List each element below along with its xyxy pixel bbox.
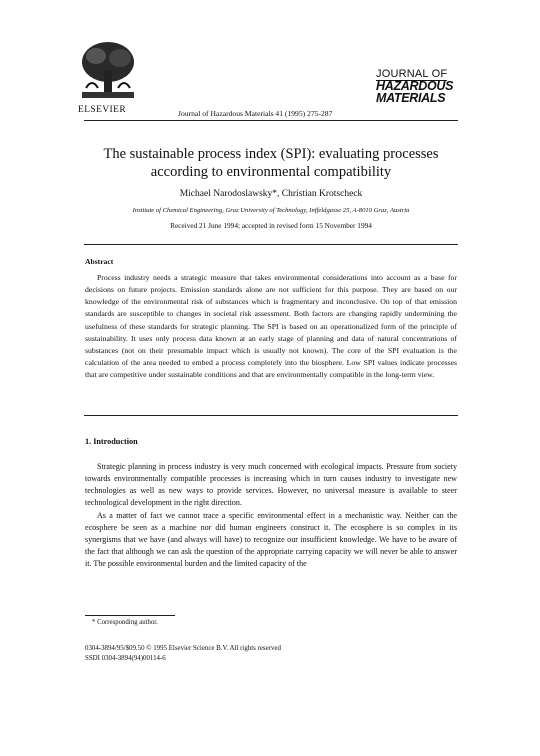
abstract-heading: Abstract — [85, 257, 114, 266]
copyright-line: 0304-3894/95/$09.50 © 1995 Elsevier Science B.V. All rights reserved — [85, 645, 281, 652]
article-title — [84, 145, 458, 181]
section-body — [85, 461, 457, 570]
journal-logo — [376, 66, 461, 104]
received-dates: Received 21 June 1994; accepted in revised form 15 November 1994 — [170, 221, 372, 230]
header-rule — [84, 120, 458, 121]
copyright-block — [85, 644, 281, 664]
elsevier-tree-logo-icon — [78, 38, 138, 104]
page-header — [78, 38, 458, 118]
journal-logo-line3: MATERIALS — [376, 90, 446, 105]
publisher-name: ELSEVIER — [78, 105, 127, 115]
section-heading: 1. Introduction — [85, 437, 138, 446]
journal-logo-line1: JOURNAL OF — [376, 68, 448, 80]
abstract-bottom-rule — [84, 415, 458, 416]
footnote: * Corresponding author. — [92, 619, 158, 626]
authors: Michael Narodoslawsky*, Christian Krotscheck — [179, 189, 363, 199]
paragraph: Strategic planning in process industry is very much concerned with ecological impacts. Pressure from society towards environmentally compatible processes is increasing which in turn causes industry to investigate new technologies as well as new ways to provide services. However, no universal measure is available to steer technological development in the right direction. — [85, 462, 457, 508]
abstract-text: Process industry needs a strategic measure that takes environmental considerations into account as a base for decisions on future projects. Emission standards alone are not sufficient for this purpose. They are based on our knowledge of the environmental risk of substances which is fragmentary and inconclusive. On top of that emission standards are susceptible to changes in societal risk assessment. Both factors are changing rapidly undermining the usefulness of these standards for strategic planning. The SPI is based on an operationalized form of the principle of sustainability. It uses only process data known at an early stage of planning and data of natural concentrations of substances (not on their presumable impact which is usually not known). The core of the SPI evaluation is the calculation of the area needed to embed a process completely into the biosphere. Low SPI values indicate processes that are competitive under sustainable conditions and that are environmentally compatible in the long-term view. — [85, 273, 457, 380]
journal-citation: Journal of Hazardous Materials 41 (1995) 275-287 — [178, 109, 333, 118]
footnote-rule — [85, 615, 175, 616]
ssdi-line: SSDI 0304-3894(94)00114-6 — [85, 655, 166, 662]
affiliation: Institute of Chemical Engineering, Graz University of Technology, Inffeldgasse 25, A-8010 Graz, Austria — [132, 207, 410, 214]
abstract-top-rule — [84, 244, 458, 245]
title-line-1: The sustainable process index (SPI): evaluating processes — [103, 146, 439, 162]
title-line-2: according to environmental compatibility — [150, 164, 392, 180]
journal-logo-line2: HAZARDOUS — [376, 79, 454, 94]
paragraph: As a matter of fact we cannot trace a specific environmental effect in a mechanistic way. Neither can the ecosphere be seen as a machine nor did human engineers construct it. The ecosphere is so complex in its synergisms that we have (and always will have) to recognize our insufficient knowledge. We have to be aware of the fact that although we can ask the question of the appropriate carrying capacity we will never be able to answer it. The possible environmental burden and the limited capacity of the — [85, 510, 457, 569]
